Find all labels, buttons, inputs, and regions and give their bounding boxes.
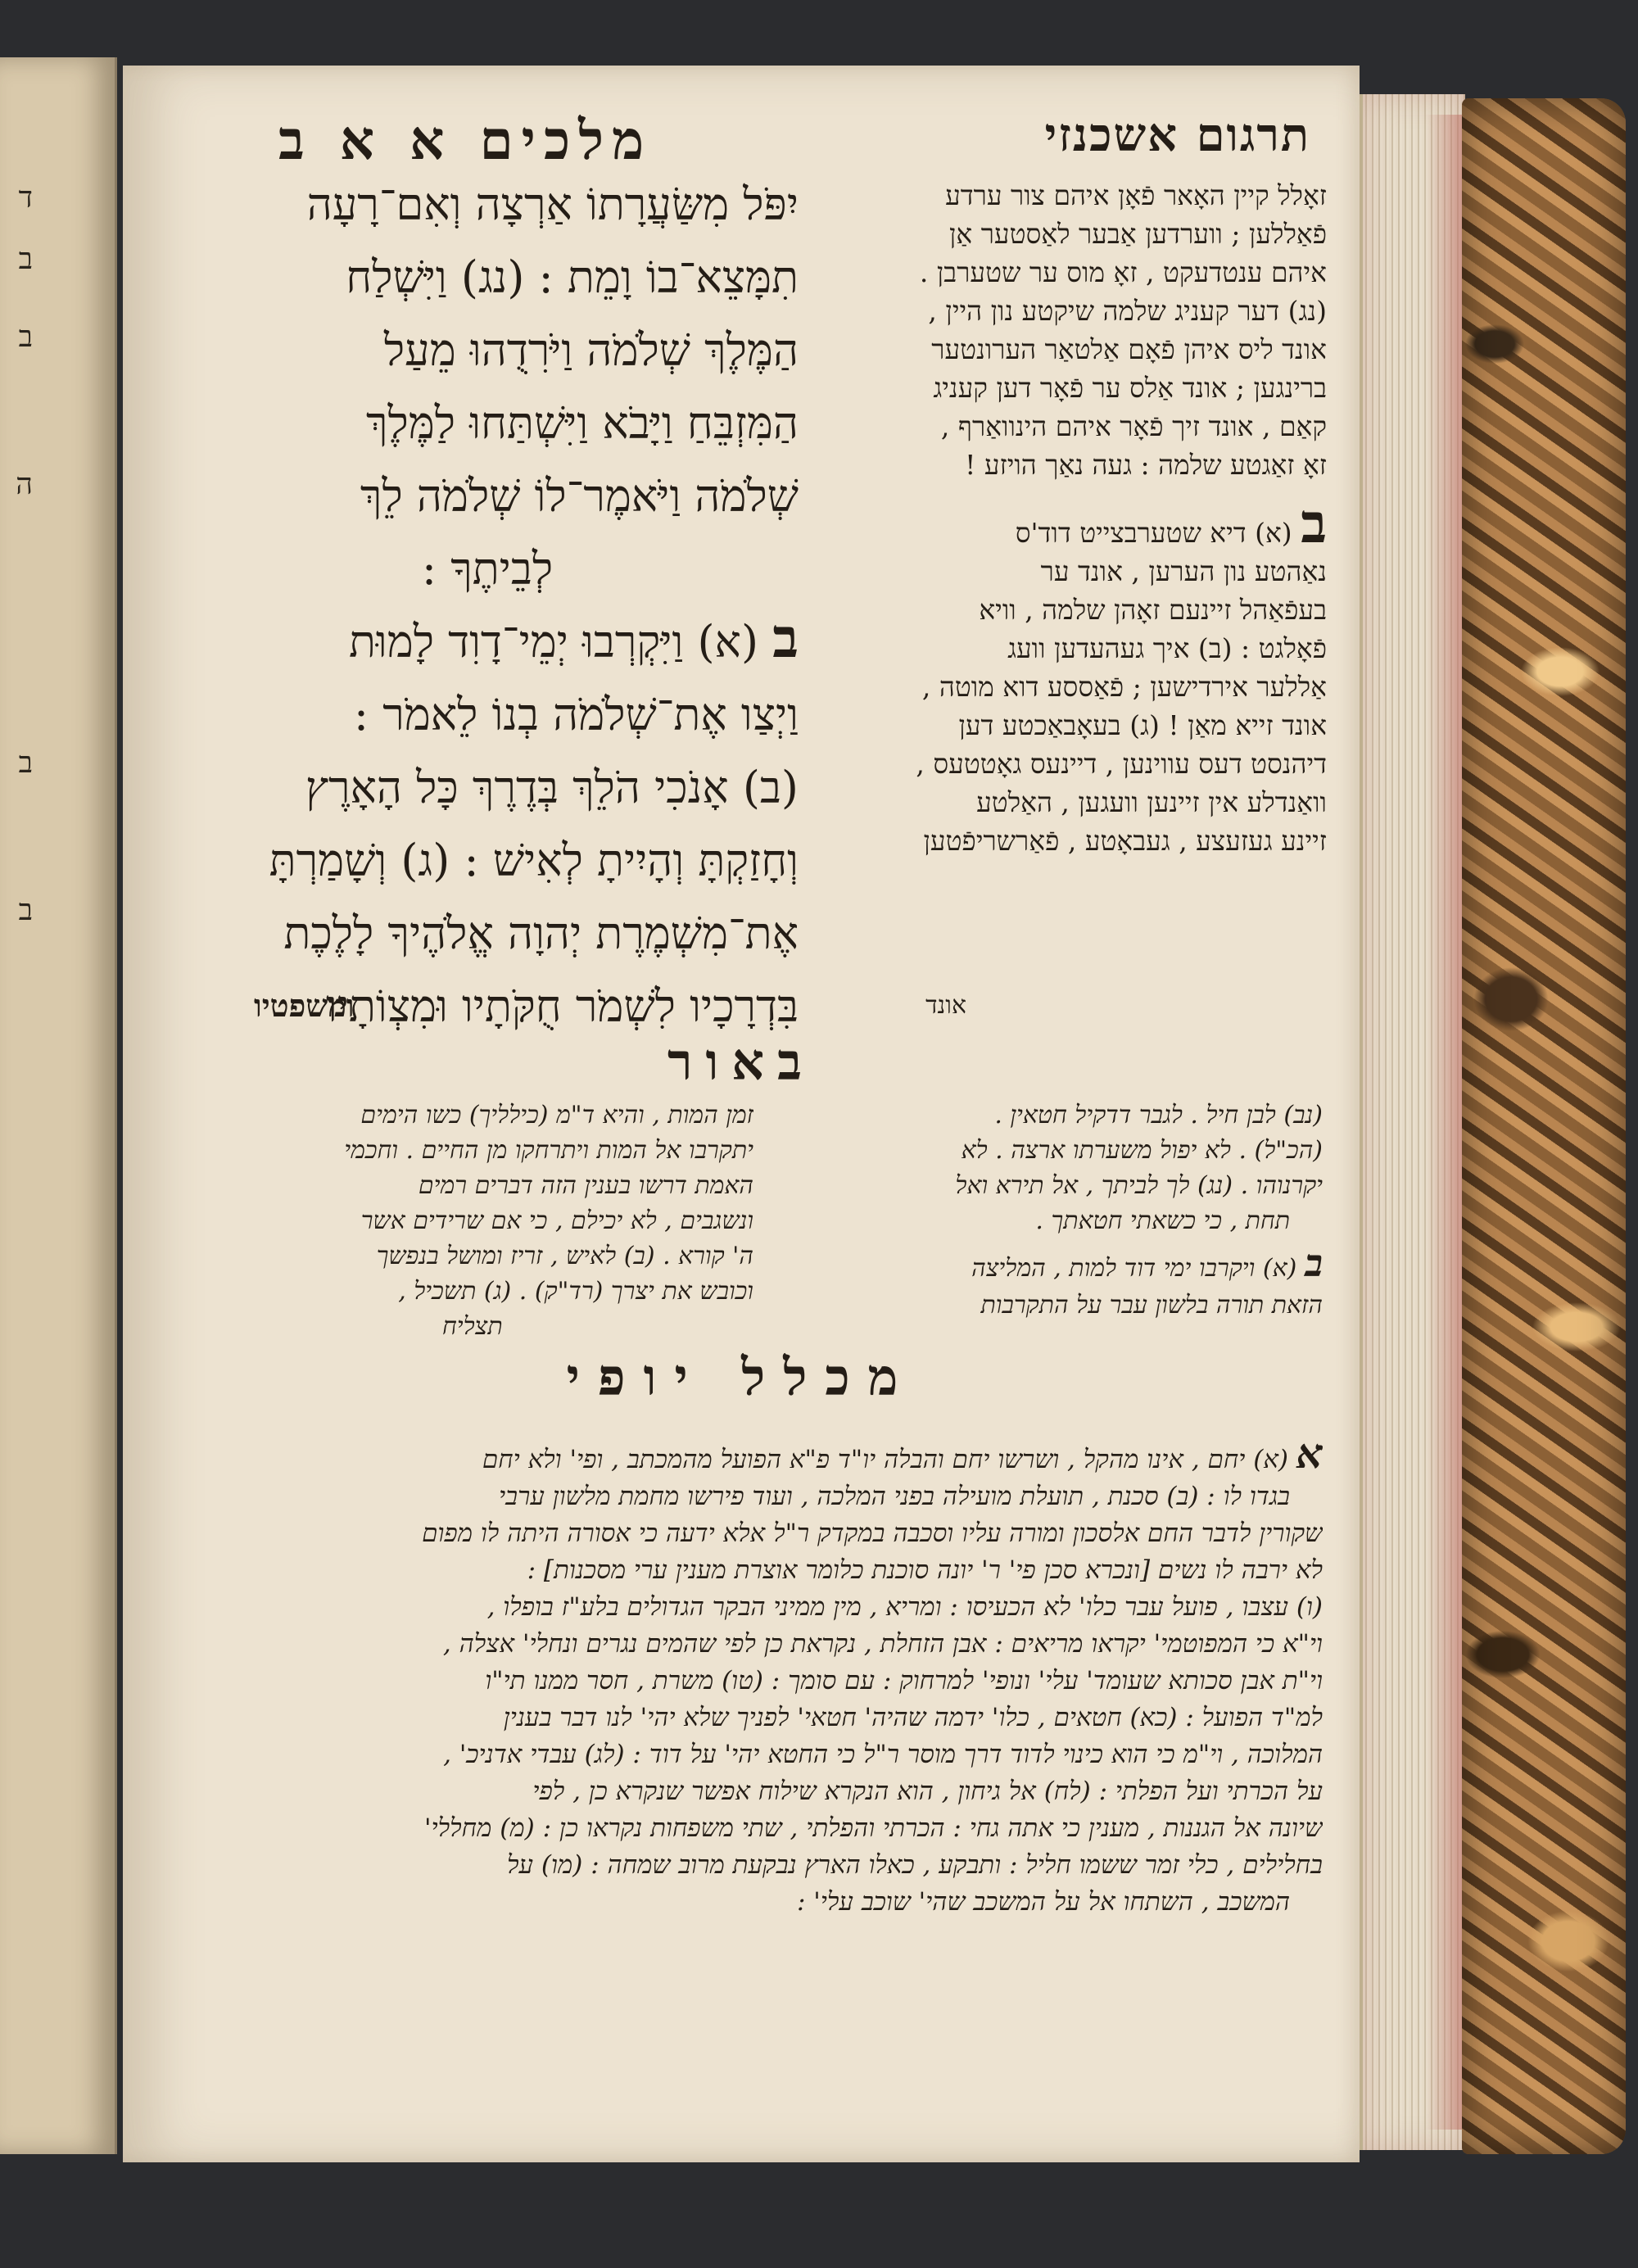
hebrew-line: וְחָזַקְתָּ וְהָיִיתָ לְאִישׁ : (ג) וְשָׁמַרְתָּ: [269, 835, 799, 886]
text-line: זיינע געזעצע , געבאָטע , פֿאַרשריפֿטען: [923, 825, 1327, 857]
chapter-letter: א: [1296, 1429, 1323, 1478]
commentary-line: וי"א כי המפוטמי' יקראו מריאים : אבן הזחלת , נקראת כן לפי שהמים נגרים ונחלי' אצלה ,: [442, 1629, 1323, 1659]
commentary-line: לא ירבה לו נשים [ונכרא סכן פי' ר' יונה סוכנת כלומר אוצרת מענין ערי מסכנות] :: [527, 1555, 1323, 1585]
text-line: אונד זייא מאַן ! (ג) בעאָבאַכטע דען: [958, 709, 1327, 741]
running-head-right: תרגום אשכנזי: [1044, 108, 1310, 162]
text-line: אונד ליס איהן פֿאָם אַלטאַר הערונטער: [931, 333, 1327, 365]
commentary-line: זמן המות , והיא ד"מ (כילליך) כשו הימים: [360, 1101, 753, 1129]
hebrew-line: בִּדְרָכָיו לִשְׁמֹר חֻקֹּתָיו וּמִצְוֹתָיו: [325, 980, 799, 1032]
commentary-line: וי"ת אבן סכותא שעומד' עלי' ונופי' למרחוק : עם סומך : (טו) משרת , חסר ממנו תי"ו: [485, 1666, 1323, 1695]
chapter-start-line: [176, 605, 799, 678]
running-head-left: מלכים א א ב: [278, 108, 653, 172]
text-line: קאַם , אונד זיך פֿאָר איהם הינוואַרף ,: [940, 410, 1327, 442]
chapter-start-line: [172, 1429, 1323, 1478]
text-line: וואַנדלע אין זיינען וועגען , האַלטע: [976, 786, 1327, 818]
commentary-line: תחת , כי כשאתי חטאתך .: [1035, 1206, 1290, 1235]
commentary-line: המלוכה , וי"מ כי הוא כינוי לדוד דרך מוסר ר"ל כי החטא יהי' על דוד : (לג) עבדי אדניכ' ,: [443, 1740, 1323, 1769]
left-page-fragment: ד: [18, 181, 33, 215]
commentary-line: (א) ויקרבו ימי דוד למות , המליצה: [971, 1254, 1297, 1283]
commentary-line: שקורין לדבר החם אלסכון ומורה עליו וסכבה במקדק ר"ל אלא ידעה כי אסורה היתה לו מפום: [422, 1519, 1323, 1548]
hebrew-text-column: [176, 168, 799, 1043]
left-page-edge: [0, 57, 117, 2154]
commentary-line: (הכ"ל) . לא יפול משערתו ארצה . לא: [961, 1136, 1323, 1165]
text-line: זאָלל קיין האָאר פֿאָן איהם צור ערדע: [945, 179, 1327, 211]
chapter-letter: ב: [1301, 499, 1327, 552]
commentary-line: בחלילים , כלי זמר ששמו חליל : ותבקע , כאלו הארץ נבקעת מרוב שמחה : (מו) על: [506, 1850, 1323, 1880]
left-page-fragment: ב: [18, 242, 33, 276]
text-line: פֿאַללען ; ווערדען אַבער לאַסטער אַן: [949, 218, 1327, 250]
text-line: נאַהטע נון הערען , אונד ער: [1040, 555, 1327, 587]
text-line: (א) דיא שטערבצייט דוד'ס: [1015, 517, 1292, 549]
biur-right-column: [733, 1098, 1323, 1323]
text-line: זאָ זאַגטע שלמה : געה נאַך הויזע !: [965, 449, 1327, 481]
commentary-line: האמת דרשו בענין הזה דברים רמים: [418, 1171, 753, 1200]
text-line: (נג) דער קעניג שלמה שיקטע נון היין ,: [928, 295, 1327, 327]
red-edge-tint: [1425, 115, 1462, 2130]
commentary-line: (ו) עצבו , פועל עבר כלו' לא הכעיסו : ומריא , מין ממיני הבקר הגדולים בלע"ז בופלו ,: [486, 1592, 1323, 1622]
hebrew-line: תִמָּצֵא־בוֹ וָמֵת : (נג) וַיִּשְׁלַח: [346, 251, 799, 303]
text-line: דיהנסט דעס עווינען , דיינעס גאָטטעס ,: [916, 748, 1327, 780]
book-page: [123, 66, 1360, 2162]
hebrew-line: שְׁלֹמֹה וַיֹּאמֶר־לוֹ שְׁלֹמֹה לֵךְ: [360, 470, 799, 522]
commentary-line: יקרנוהו . (נג) לך לביתך , אל תירא ואל: [955, 1171, 1323, 1200]
hebrew-line: הַמִּזְבֵּחַ וַיָּבֹא וַיִּשְׁתַּחוּ לַמֶּלֶךְ: [366, 397, 799, 449]
hebrew-line: (ב) אָנֹכִי הֹלֵךְ בְּדֶרֶךְ כָּל הָאָרֶץ: [305, 762, 799, 813]
text-line: ברינגען ; אונד אַלס ער פֿאָר דען קעניג: [933, 372, 1327, 404]
text-line: פֿאָלגט : (ב) איך געהעדען וועג: [1007, 632, 1327, 664]
commentary-line: יתקרבו אל המות ויתרחקו מן החיים . וחכמי: [344, 1136, 753, 1165]
chapter-letter: ב: [772, 606, 799, 670]
chapter-letter: ב: [1304, 1241, 1323, 1285]
marbled-cover: [1462, 98, 1626, 2154]
biur-heading: באור: [667, 1032, 815, 1092]
translation-catchword: אונד: [925, 991, 966, 1020]
commentary-line: המשכב , השתחו אל על המשכב שהי' שוכב עלי' :: [796, 1887, 1290, 1917]
translation-column: [737, 176, 1327, 860]
left-page-fragment: ב: [18, 894, 33, 927]
left-page-fragment: ה: [16, 468, 33, 501]
commentary-line: בגדו לו : (ב) סכנת , תועלת מועילה בפני המלכה , ועוד פירשו מחמת מלשון ערבי: [499, 1482, 1290, 1511]
hebrew-line: אֶת־מִשְׁמֶרֶת יְהוָה אֱלֹהֶיךָ לָלֶכֶת: [283, 908, 799, 959]
hebrew-line: הַמֶּלֶךְ שְׁלֹמֹה וַיֹּרִדֻהוּ מֵעַל: [383, 324, 799, 376]
mikhlal-yofi-heading: מכלל יופי: [566, 1347, 916, 1407]
commentary-line: שיונה אל הגננות , מענין כי אתה גחי : הכרתי והפלתי , שתי משפחות נקראו כן : (מ) מחללי': [423, 1813, 1323, 1843]
left-page-fragment: ב: [18, 746, 33, 780]
commentary-line: (נב) לבן חיל . לגבר דדקיל חטאין .: [994, 1101, 1323, 1129]
hebrew-line: יִפֹּל מִשַּׂעֲרָתוֹ אַרְצָה וְאִם־רָעָה: [306, 179, 799, 230]
text-line: בעפֿאַהל זיינעם זאָהן שלמה , וויא: [979, 594, 1327, 626]
left-page-fragment: ב: [18, 320, 33, 354]
commentary-line: למ"ד הפועל : (כא) חטאים , כלו' ידמה שהיה' חטאי' לפניך שלא יהי' לנו דבר בענין: [503, 1703, 1323, 1732]
hebrew-line: לְבֵיתֶךָ :: [421, 543, 554, 595]
biur-left-column: [172, 1098, 753, 1344]
commentary-line: ונשגבים , לא יכילם , כי אם שרידים אשר: [360, 1206, 753, 1235]
commentary-line: תצליח: [442, 1312, 503, 1341]
mikhlal-yofi-text: [172, 1429, 1323, 1921]
chapter-start-line: [737, 499, 1327, 552]
text-line: איהם ענטדעקט , זאָ מוס ער שטערבן .: [919, 256, 1327, 288]
hebrew-catchword: ומשפטיו: [254, 987, 355, 1024]
commentary-line: הזאת תורה בלשון עבר על התקרבות: [980, 1291, 1323, 1320]
commentary-line: וכובש את יצרך (רד"ק) . (ג) תשכיל ,: [398, 1277, 753, 1306]
hebrew-line: וַיְצַו אֶת־שְׁלֹמֹה בְנוֹ לֵאמֹר :: [353, 689, 799, 740]
commentary-line: על הכרתי ועל הפלתי : (לח) אל גיחון , הוא הנקרא שילוח אפשר שנקרא כן , לפי: [532, 1777, 1323, 1806]
commentary-line: ה' קורא . (ב) לאיש , זריז ומושל בנפשך: [376, 1242, 753, 1270]
text-line: אַללער אירדישען ; פֿאַססע דוא מוטה ,: [921, 671, 1327, 703]
hebrew-line: (א) וַיִּקְרְבוּ יְמֵי־דָוִד לָמוּת: [348, 616, 759, 668]
chapter-start-line: [733, 1238, 1323, 1288]
commentary-line: (א) יחם , אינו מהקל , ושרשו יחם והבלה יו"ד פ"א הפועל מהמכתב , ופי' ולא יחם: [482, 1445, 1289, 1474]
